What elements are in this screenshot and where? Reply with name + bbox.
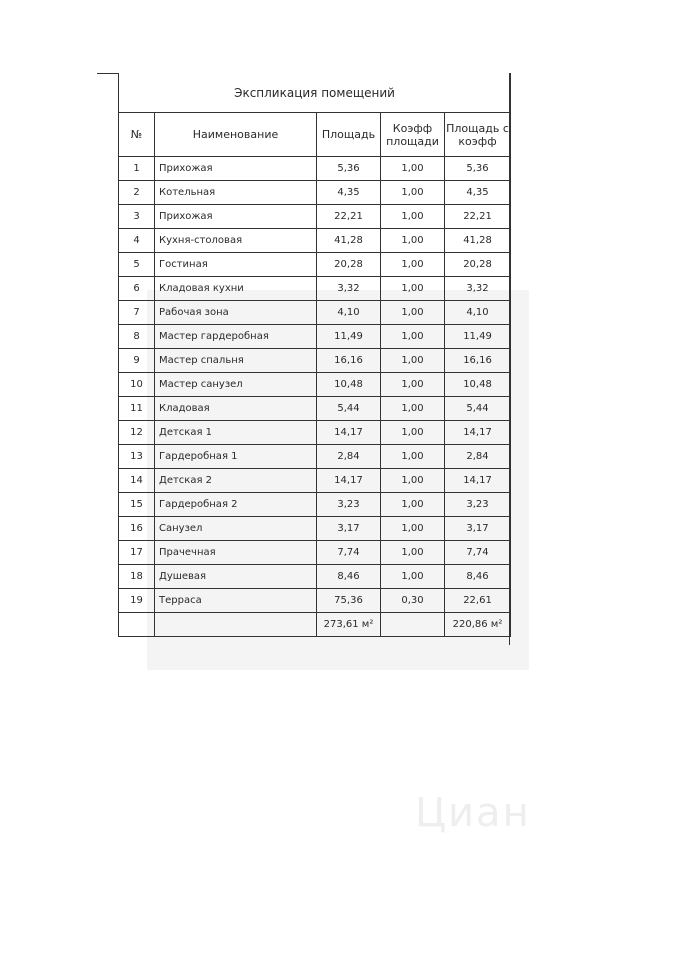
cell-num: 2 [119,181,155,205]
cell-area: 3,17 [317,517,381,541]
table-row [119,517,511,541]
cell-area-coef: 11,49 [445,325,511,349]
cell-area: 3,23 [317,493,381,517]
total-area-coef: 220,86 м² [445,613,511,637]
cell-num: 17 [119,541,155,565]
cell-area-coef: 14,17 [445,421,511,445]
cell-name: Мастер санузел [155,373,317,397]
cell-num: 19 [119,589,155,613]
cell-area-coef: 14,17 [445,469,511,493]
cell-name: Мастер гардеробная [155,325,317,349]
cell-area-coef: 3,32 [445,277,511,301]
totals-empty-name [155,613,317,637]
cell-num: 9 [119,349,155,373]
cell-area-coef: 7,74 [445,541,511,565]
cell-num: 10 [119,373,155,397]
cell-name: Кладовая кухни [155,277,317,301]
cell-area-coef: 5,36 [445,157,511,181]
cell-area: 14,17 [317,469,381,493]
cell-area: 11,49 [317,325,381,349]
table-row [119,349,511,373]
totals-empty-coef [381,613,445,637]
cell-name: Душевая [155,565,317,589]
table-row [119,229,511,253]
cell-coef: 1,00 [381,181,445,205]
cell-num: 13 [119,445,155,469]
table-title: Экспликация помещений [119,73,511,113]
table-row [119,469,511,493]
cell-name: Прачечная [155,541,317,565]
header-name: Наименование [155,113,317,157]
cell-num: 14 [119,469,155,493]
cell-name: Детская 2 [155,469,317,493]
cell-area-coef: 2,84 [445,445,511,469]
cell-num: 5 [119,253,155,277]
cell-name: Детская 1 [155,421,317,445]
cell-num: 16 [119,517,155,541]
cell-coef: 1,00 [381,445,445,469]
table-row [119,325,511,349]
cell-coef: 1,00 [381,469,445,493]
cell-area-coef: 16,16 [445,349,511,373]
total-area: 273,61 м² [317,613,381,637]
table-row [119,277,511,301]
cell-area: 22,21 [317,205,381,229]
cell-area-coef: 22,61 [445,589,511,613]
cell-name: Прихожая [155,157,317,181]
cell-coef: 1,00 [381,517,445,541]
cell-num: 18 [119,565,155,589]
cell-name: Санузел [155,517,317,541]
cell-area-coef: 22,21 [445,205,511,229]
table-row [119,541,511,565]
cell-area: 3,32 [317,277,381,301]
totals-row [119,613,511,637]
cell-area-coef: 20,28 [445,253,511,277]
cell-coef: 1,00 [381,205,445,229]
cell-num: 7 [119,301,155,325]
cell-name: Терраса [155,589,317,613]
cell-area: 20,28 [317,253,381,277]
table-row [119,373,511,397]
cell-area: 7,74 [317,541,381,565]
cell-num: 1 [119,157,155,181]
cell-area: 5,36 [317,157,381,181]
cell-coef: 1,00 [381,397,445,421]
frame-top-rule [97,73,119,74]
table-row [119,181,511,205]
cell-area: 4,10 [317,301,381,325]
cell-area: 10,48 [317,373,381,397]
cell-coef: 1,00 [381,253,445,277]
cell-name: Прихожая [155,205,317,229]
cell-area: 16,16 [317,349,381,373]
header-num: № [119,113,155,157]
cell-coef: 1,00 [381,229,445,253]
table-row [119,421,511,445]
header-area: Площадь [317,113,381,157]
cell-area: 8,46 [317,565,381,589]
cell-area-coef: 5,44 [445,397,511,421]
cell-coef: 1,00 [381,493,445,517]
cell-area-coef: 4,35 [445,181,511,205]
cell-area: 75,36 [317,589,381,613]
table-row [119,493,511,517]
cell-area-coef: 4,10 [445,301,511,325]
cell-num: 15 [119,493,155,517]
cell-coef: 1,00 [381,277,445,301]
cell-num: 8 [119,325,155,349]
cell-area: 5,44 [317,397,381,421]
cell-coef: 1,00 [381,373,445,397]
watermark-logo: Циан [415,790,531,836]
cell-coef: 1,00 [381,325,445,349]
cell-area: 41,28 [317,229,381,253]
cell-name: Котельная [155,181,317,205]
table-row [119,157,511,181]
cell-name: Рабочая зона [155,301,317,325]
cell-area-coef: 3,23 [445,493,511,517]
cell-name: Гардеробная 2 [155,493,317,517]
cell-area: 2,84 [317,445,381,469]
table-row [119,589,511,613]
cell-coef: 1,00 [381,349,445,373]
cell-name: Гостиная [155,253,317,277]
room-explication-table [118,73,511,637]
table-row [119,445,511,469]
cell-num: 3 [119,205,155,229]
cell-coef: 1,00 [381,301,445,325]
cell-coef: 1,00 [381,421,445,445]
cell-area-coef: 10,48 [445,373,511,397]
table-row [119,565,511,589]
totals-empty-num [119,613,155,637]
cell-num: 6 [119,277,155,301]
cell-name: Кладовая [155,397,317,421]
cell-num: 12 [119,421,155,445]
cell-name: Кухня-столовая [155,229,317,253]
table-row [119,205,511,229]
cell-coef: 1,00 [381,157,445,181]
cell-coef: 1,00 [381,541,445,565]
cell-area: 4,35 [317,181,381,205]
cell-area-coef: 41,28 [445,229,511,253]
cell-area-coef: 8,46 [445,565,511,589]
table-row [119,301,511,325]
header-coef: Коэфф площади [381,113,445,157]
cell-area: 14,17 [317,421,381,445]
cell-num: 4 [119,229,155,253]
cell-coef: 0,30 [381,589,445,613]
cell-num: 11 [119,397,155,421]
cell-area-coef: 3,17 [445,517,511,541]
table-row [119,397,511,421]
cell-coef: 1,00 [381,565,445,589]
header-area-coef: Площадь с коэфф [445,113,511,157]
table-row [119,253,511,277]
cell-name: Гардеробная 1 [155,445,317,469]
cell-name: Мастер спальня [155,349,317,373]
